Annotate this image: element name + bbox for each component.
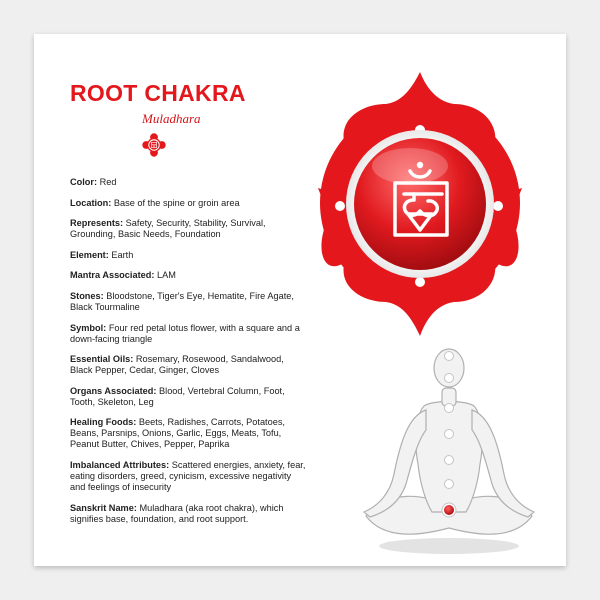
attribute-represents: Represents: Safety, Security, Stability, Survival, Grounding, Basic Needs, Foundation [70, 218, 266, 240]
root-chakra-lotus-icon [288, 54, 548, 354]
attribute-mantra: Mantra Associated: LAM [70, 270, 176, 281]
attribute-healing-foods: Healing Foods: Beets, Radishes, Carrots, Potatoes, Beans, Parsnips, Onions, Garlic, Eggs, Meats, Tofu, Peanut Butter, Chives, Pepper, Paprika [70, 417, 285, 450]
attribute-element: Element: Earth [70, 249, 134, 260]
small-lotus-icon [141, 132, 167, 158]
poster [34, 34, 566, 566]
page-subtitle: Muladhara [142, 111, 201, 126]
page-title: ROOT CHAKRA [70, 80, 246, 106]
attribute-color: Color: Red [70, 177, 117, 187]
attribute-sanskrit-name: Sanskrit Name: Muladhara (aka root chakra), which signifies base, foundation, and root support. [70, 502, 284, 524]
attribute-location: Location: Base of the spine or groin area [70, 197, 240, 208]
attribute-stones: Stones: Bloodstone, Tiger's Eye, Hematite, Fire Agate, Black Tourmaline [70, 290, 294, 312]
attribute-symbol: Symbol: Four red petal lotus flower, with a square and a down-facing triangle [70, 322, 300, 344]
attribute-organs: Organs Associated: Blood, Vertebral Column, Foot, Tooth, Skeleton, Leg [70, 385, 285, 407]
meditating-figure-icon [334, 344, 554, 564]
chakra-attributes [70, 177, 306, 534]
attribute-imbalanced: Imbalanced Attributes: Scattered energies, anxiety, fear, eating disorders, greed, cynicism, excessive negativity and feelings of insecurity [70, 459, 306, 492]
attribute-essential-oils: Essential Oils: Rosemary, Rosewood, Sandalwood, Black Pepper, Cedar, Ginger, Cloves [70, 354, 284, 376]
